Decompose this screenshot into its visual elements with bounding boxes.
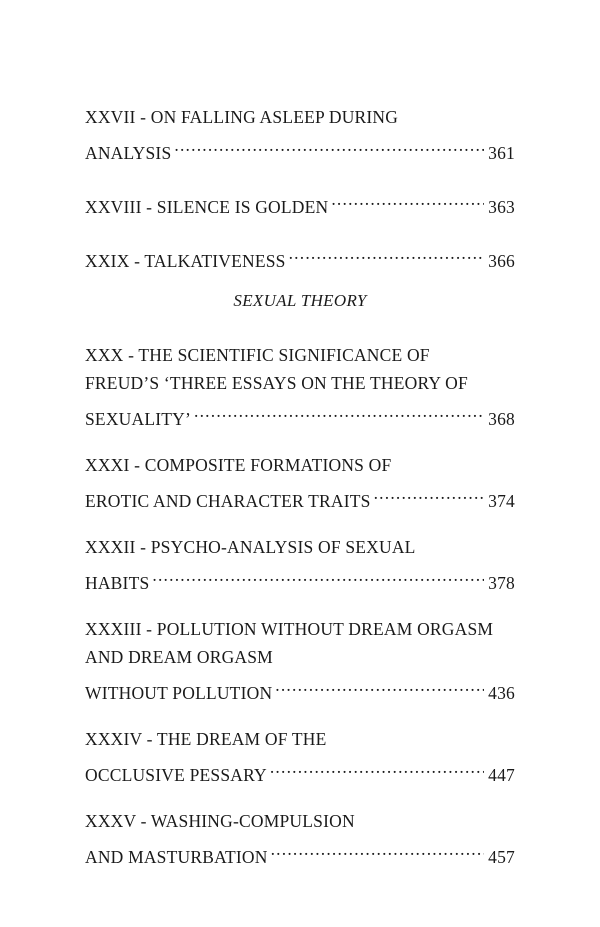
toc-entry-title: XXXI - COMPOSITE FORMATIONS OF bbox=[85, 455, 392, 475]
toc-entry-last-line bbox=[85, 131, 515, 163]
dot-leader bbox=[270, 753, 484, 781]
toc-entry-last-line bbox=[85, 753, 515, 785]
toc-entry[interactable] bbox=[85, 341, 515, 429]
toc-entry-title: ANALYSIS bbox=[85, 143, 172, 163]
page-number: 457 bbox=[488, 847, 515, 867]
toc-entry-title: FREUD’S ‘THREE ESSAYS ON THE THEORY OF bbox=[85, 373, 468, 393]
toc-entry[interactable] bbox=[85, 451, 515, 511]
toc-entry-last-line bbox=[85, 185, 515, 217]
toc-entry[interactable] bbox=[85, 185, 515, 217]
toc-entry-title: XXXIV - THE DREAM OF THE bbox=[85, 729, 327, 749]
toc-entry-title-line bbox=[85, 643, 515, 671]
toc-entry-title: XXIX - TALKATIVENESS bbox=[85, 251, 286, 271]
page-number: 447 bbox=[488, 765, 515, 785]
toc-entry-title: XXVIII - SILENCE IS GOLDEN bbox=[85, 197, 329, 217]
page-number: 366 bbox=[488, 251, 515, 271]
toc-entry-title-line bbox=[85, 807, 515, 835]
toc-entry-title: XXXII - PSYCHO-ANALYSIS OF SEXUAL bbox=[85, 537, 416, 557]
toc-entry-title: XXXV - WASHING-COMPULSION bbox=[85, 811, 355, 831]
toc-entry-title: AND DREAM ORGASM bbox=[85, 647, 273, 667]
page-number: 361 bbox=[488, 143, 515, 163]
dot-leader bbox=[152, 561, 484, 589]
page-number: 436 bbox=[488, 683, 515, 703]
toc-entry[interactable] bbox=[85, 807, 515, 867]
toc-entry-last-line bbox=[85, 479, 515, 511]
toc-entry[interactable] bbox=[85, 239, 515, 271]
dot-leader bbox=[331, 185, 484, 213]
toc-entry-title: EROTIC AND CHARACTER TRAITS bbox=[85, 491, 371, 511]
toc-entry-title: XXVII - ON FALLING ASLEEP DURING bbox=[85, 107, 399, 127]
dot-leader bbox=[275, 671, 484, 699]
toc-entry-title: XXXIII - POLLUTION WITHOUT DREAM ORGASM bbox=[85, 619, 494, 639]
section-heading: SEXUAL THEORY bbox=[233, 291, 367, 310]
toc-entry-title-line bbox=[85, 341, 515, 369]
toc-entry-title: SEXUALITY’ bbox=[85, 409, 192, 429]
toc-entry[interactable] bbox=[85, 725, 515, 785]
toc-group-analysis bbox=[85, 103, 515, 271]
toc-group-sexual-theory bbox=[85, 341, 515, 867]
page-number: 374 bbox=[488, 491, 515, 511]
toc-entry-title: WITHOUT POLLUTION bbox=[85, 683, 273, 703]
dot-leader bbox=[194, 397, 484, 425]
toc-entry-last-line bbox=[85, 561, 515, 593]
dot-leader bbox=[374, 479, 485, 507]
toc-entry[interactable] bbox=[85, 533, 515, 593]
toc-entry-title-line bbox=[85, 533, 515, 561]
toc-entry-title: HABITS bbox=[85, 573, 150, 593]
toc-entry-title-line bbox=[85, 369, 515, 397]
page-number: 368 bbox=[488, 409, 515, 429]
toc-entry-title-line bbox=[85, 451, 515, 479]
toc-entry[interactable] bbox=[85, 615, 515, 703]
toc-entry-last-line bbox=[85, 671, 515, 703]
toc-entry-title: XXX - THE SCIENTIFIC SIGNIFICANCE OF bbox=[85, 345, 430, 365]
dot-leader bbox=[289, 239, 485, 267]
page-number: 378 bbox=[488, 573, 515, 593]
dot-leader bbox=[271, 835, 485, 863]
table-of-contents bbox=[85, 103, 515, 889]
toc-entry-title-line bbox=[85, 615, 515, 643]
toc-entry-title: AND MASTURBATION bbox=[85, 847, 268, 867]
toc-entry[interactable] bbox=[85, 103, 515, 163]
toc-entry-title-line bbox=[85, 725, 515, 753]
toc-entry-last-line bbox=[85, 239, 515, 271]
toc-entry-last-line bbox=[85, 835, 515, 867]
toc-entry-title-line bbox=[85, 103, 515, 131]
toc-entry-title: OCCLUSIVE PESSARY bbox=[85, 765, 267, 785]
dot-leader bbox=[174, 131, 484, 159]
page-number: 363 bbox=[488, 197, 515, 217]
toc-entry-last-line bbox=[85, 397, 515, 429]
